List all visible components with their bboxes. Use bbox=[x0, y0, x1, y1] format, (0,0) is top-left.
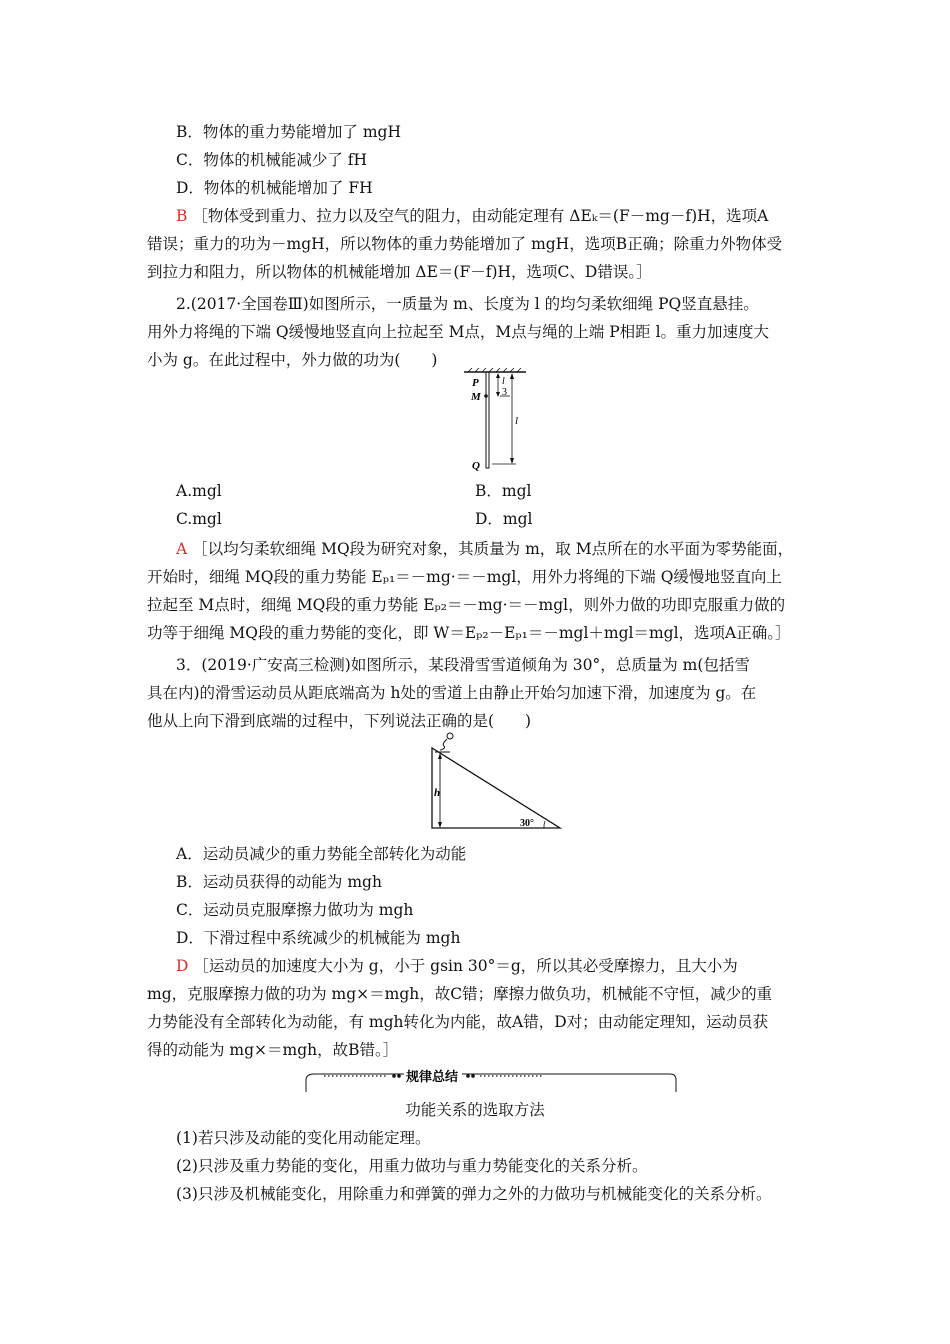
q3-option-d: D．下滑过程中系统减少的机械能为 mgh bbox=[176, 929, 461, 947]
skier-icon bbox=[435, 733, 453, 752]
q3-analysis-line-3: 力势能没有全部转化为动能，有 mgh转化为内能，故A错，D对；由动能定理知，运动员获 bbox=[147, 1013, 769, 1031]
summary-banner-title: 规律总结 bbox=[406, 1070, 459, 1085]
summary-title: 功能关系的选取方法 bbox=[405, 1101, 545, 1119]
q1-option-d: D．物体的机械能增加了 FH bbox=[176, 179, 373, 197]
q2-stem-line-3: 小为 g。在此过程中，外力做的功为( ) bbox=[147, 351, 438, 369]
q2-analysis-line-2: 开始时，细绳 MQ段的重力势能 Eₚ₁＝－mg·＝－mgl，用外力将绳的下端 Q缓慢地竖直向上 bbox=[147, 568, 782, 586]
q2-fig-label-3: 3 bbox=[502, 387, 507, 398]
q3-stem-line-2: 具在内)的滑雪运动员从距底端高为 h处的雪道上由静止开始匀加速下滑，加速度为 g。在 bbox=[147, 684, 757, 702]
q1-option-c: C．物体的机械能减少了 fH bbox=[176, 151, 368, 169]
q2-option-a: A.mgl bbox=[176, 482, 222, 500]
q2-stem-line-1: 2.(2017·全国卷Ⅲ)如图所示，一质量为 m、长度为 l 的均匀柔软细绳 PQ竖直悬挂。 bbox=[176, 295, 759, 313]
q2-answer-letter: A bbox=[176, 540, 188, 558]
q3-option-a: A．运动员减少的重力势能全部转化为动能 bbox=[176, 845, 467, 863]
q3-stem-line-3: 他从上向下滑到底端的过程中，下列说法正确的是( ) bbox=[147, 712, 532, 730]
q2-fig-label-q: Q bbox=[472, 460, 480, 472]
q2-analysis-line-4: 功等于细绳 MQ段的重力势能的变化，即 W＝Eₚ₂－Eₚ₁＝－mgl＋mgl＝mgl，选项A正确。］ bbox=[147, 624, 791, 642]
q3-option-b: B．运动员获得的动能为 mgh bbox=[176, 873, 382, 891]
summary-item-2: (2)只涉及重力势能的变化，用重力做功与重力势能变化的关系分析。 bbox=[176, 1157, 648, 1175]
q1-analysis-line-3: 到拉力和阻力，所以物体的机械能增加 ΔE＝(F－f)H，选项C、D错误。］ bbox=[147, 263, 652, 281]
q2-fig-label-p: P bbox=[472, 377, 479, 389]
q3-fig-label-h: h bbox=[434, 787, 441, 799]
q2-option-c: C.mgl bbox=[176, 510, 222, 528]
q2-analysis-text-1: ［以均匀柔软细绳 MQ段为研究对象，其质量为 m，取 M点所在的水平面为零势能面， bbox=[192, 540, 794, 558]
q2-analysis-line-1 bbox=[176, 539, 793, 559]
q3-fig-label-angle: 30° bbox=[520, 818, 534, 829]
summary-item-1: (1)若只涉及动能的变化用动能定理。 bbox=[176, 1129, 431, 1147]
q1-analysis-text-1: ［物体受到重力、拉力以及空气的阻力，由动能定理有 ΔEₖ＝(F－mg－f)H，选项A bbox=[192, 207, 769, 225]
q1-option-b: B．物体的重力势能增加了 mgH bbox=[176, 123, 401, 141]
q3-analysis-text-1: ［运动员的加速度大小为 g，小于 gsin 30°＝g，所以其必受摩擦力，且大小为 bbox=[193, 957, 738, 975]
q3-answer-letter: D bbox=[176, 957, 189, 975]
q2-option-b: B．mgl bbox=[475, 482, 532, 500]
q1-analysis-line-2: 错误；重力的功为－mgH，所以物体的重力势能增加了 mgH，选项B正确；除重力外物体受 bbox=[147, 235, 783, 253]
q2-fig-label-l-top: l bbox=[502, 376, 505, 387]
q3-option-c: C．运动员克服摩擦力做功为 mgh bbox=[176, 901, 414, 919]
summary-item-3: (3)只涉及机械能变化，用除重力和弹簧的弹力之外的力做功与机械能变化的关系分析。 bbox=[176, 1185, 772, 1203]
q3-analysis-line-4: 得的动能为 mg×＝mgh，故B错。］ bbox=[147, 1041, 399, 1059]
q3-stem-line-1: 3．(2019·广安高三检测)如图所示，某段滑雪雪道倾角为 30°，总质量为 m(包括雪 bbox=[176, 656, 750, 674]
q3-analysis-line-2: mg，克服摩擦力做的功为 mg×＝mgh，故C错；摩擦力做负功，机械能不守恒，减少的重 bbox=[147, 985, 773, 1003]
q1-answer-letter: B bbox=[176, 207, 188, 225]
q3-analysis-line-1 bbox=[176, 956, 738, 976]
q2-rope-figure bbox=[462, 368, 532, 476]
q2-stem-line-2: 用外力将绳的下端 Q缓慢地竖直向上拉起至 M点，M点与绳的上端 P相距 l。重力加速度大 bbox=[147, 323, 770, 341]
q2-fig-label-l: l bbox=[515, 415, 519, 427]
q2-option-d: D．mgl bbox=[475, 510, 533, 528]
q2-fig-label-m: M bbox=[471, 391, 481, 403]
q1-analysis-line-1 bbox=[176, 206, 768, 226]
q3-slope-figure bbox=[420, 730, 566, 834]
summary-banner bbox=[300, 1068, 680, 1096]
q2-analysis-line-3: 拉起至 M点时，细绳 MQ段的重力势能 Eₚ₂＝－mg·＝－mgl，则外力做的功即克服重力做的 bbox=[147, 596, 786, 614]
